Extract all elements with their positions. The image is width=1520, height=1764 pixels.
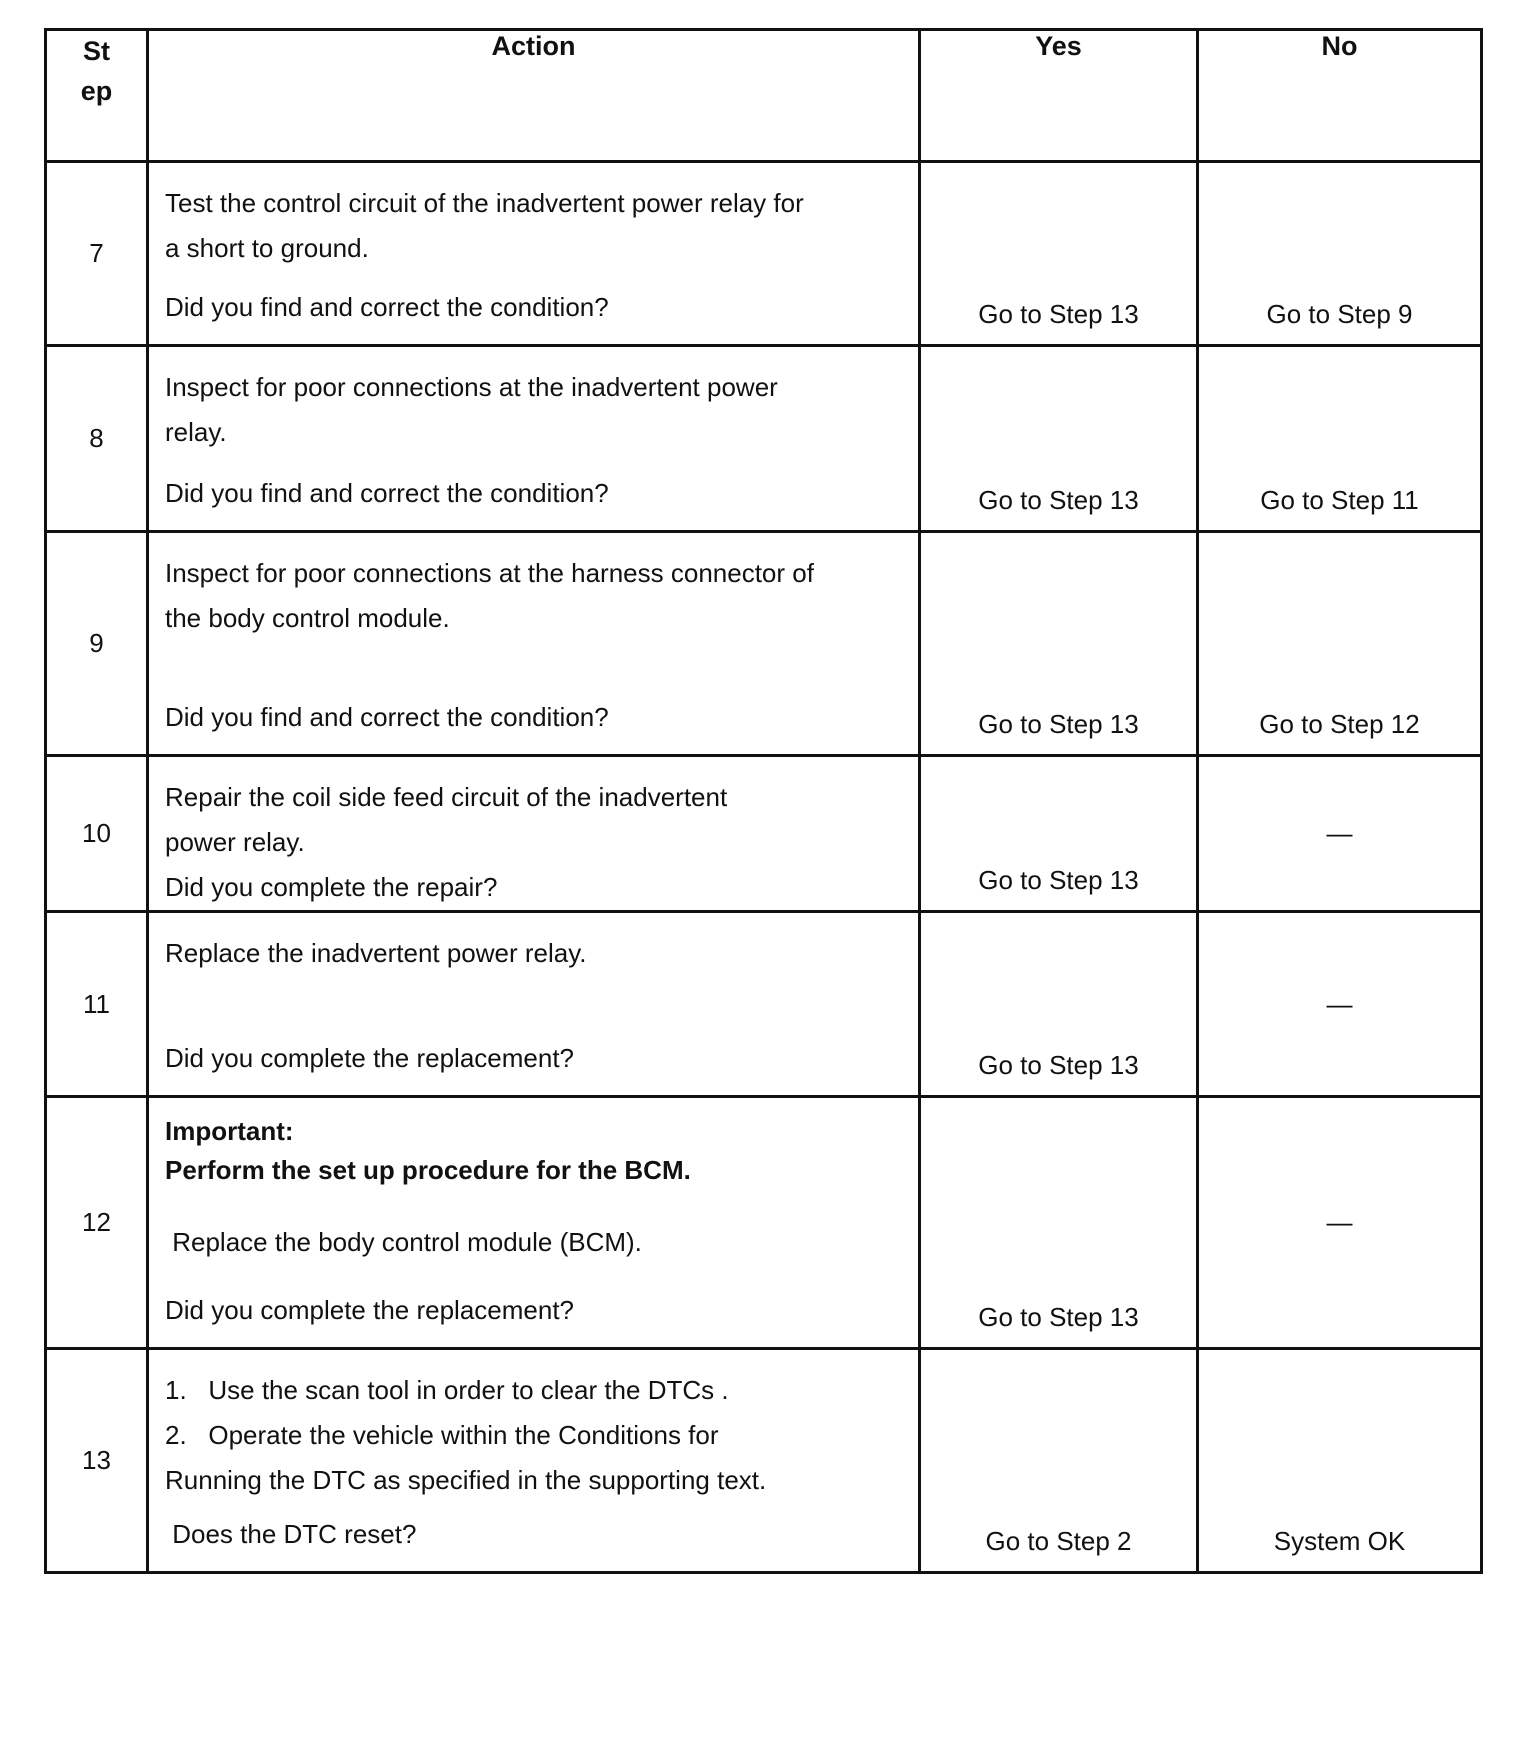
no-value-dash: — (1326, 818, 1353, 848)
yes-value: Go to Step 13 (978, 709, 1139, 739)
action-line: power relay. (165, 827, 305, 857)
header-step-line2: ep (80, 76, 113, 106)
action-cell (148, 346, 920, 532)
header-step-line1: St (83, 36, 110, 66)
yes-cell (920, 346, 1198, 532)
action-line: Replace the body control module (BCM). (165, 1227, 642, 1257)
action-question: Did you complete the repair? (165, 872, 498, 902)
yes-value: Go to Step 13 (978, 1050, 1139, 1080)
action-question: Did you find and correct the condition? (165, 478, 609, 508)
action-question: Does the DTC reset? (165, 1519, 417, 1549)
table-row (46, 346, 1482, 532)
action-line: Inspect for poor connections at the harness connector of (165, 558, 814, 588)
table-row (46, 532, 1482, 756)
action-line: the body control module. (165, 603, 450, 633)
action-line: Running the DTC as specified in the supporting text. (165, 1465, 767, 1495)
action-line: 1. Use the scan tool in order to clear the DTCs . (165, 1375, 729, 1405)
yes-cell (920, 1097, 1198, 1349)
step-number: 7 (46, 162, 148, 346)
no-value: System OK (1273, 1526, 1406, 1556)
yes-value: Go to Step 2 (985, 1526, 1132, 1556)
yes-value: Go to Step 13 (978, 1302, 1139, 1332)
action-line: 2. Operate the vehicle within the Conditions for (165, 1420, 719, 1450)
action-line: Replace the inadvertent power relay. (165, 938, 587, 968)
no-cell (1198, 1349, 1482, 1573)
action-question: Did you complete the replacement? (165, 1295, 575, 1325)
table-row (46, 756, 1482, 912)
action-cell (148, 1349, 920, 1573)
no-value: Go to Step 11 (1260, 485, 1419, 515)
table-row (46, 1349, 1482, 1573)
table-row (46, 1097, 1482, 1349)
action-line: relay. (165, 417, 227, 447)
no-cell (1198, 756, 1482, 912)
yes-cell (920, 1349, 1198, 1573)
no-value-dash: — (1326, 988, 1353, 1019)
diagnostic-steps-table (44, 28, 1483, 1574)
yes-cell (920, 162, 1198, 346)
action-cell (148, 1097, 920, 1349)
table-header-row (46, 30, 1482, 162)
yes-cell (920, 912, 1198, 1097)
yes-value: Go to Step 13 (978, 485, 1139, 515)
important-text: Perform the set up procedure for the BCM. (165, 1155, 691, 1185)
step-number: 9 (46, 532, 148, 756)
no-value-dash: — (1326, 1207, 1353, 1237)
yes-value: Go to Step 13 (978, 299, 1139, 329)
step-number: 11 (46, 912, 148, 1097)
no-cell (1198, 912, 1482, 1097)
no-cell (1198, 346, 1482, 532)
yes-cell (920, 532, 1198, 756)
step-number: 10 (46, 756, 148, 912)
table-row (46, 912, 1482, 1097)
no-cell (1198, 1097, 1482, 1349)
action-line: a short to ground. (165, 233, 369, 263)
action-line: Inspect for poor connections at the inadvertent power (165, 372, 778, 402)
table-row (46, 162, 1482, 346)
no-value: Go to Step 9 (1266, 299, 1413, 329)
action-question: Did you complete the replacement? (165, 1043, 575, 1073)
header-no: No (1198, 30, 1482, 162)
action-line: Test the control circuit of the inadvertent power relay for (165, 188, 804, 218)
important-label: Important: (165, 1116, 294, 1146)
step-number: 13 (46, 1349, 148, 1573)
no-cell (1198, 162, 1482, 346)
action-line: Repair the coil side feed circuit of the inadvertent (165, 782, 728, 812)
no-cell (1198, 532, 1482, 756)
no-value: Go to Step 12 (1259, 709, 1420, 739)
yes-value: Go to Step 13 (978, 865, 1139, 895)
header-step (46, 30, 148, 162)
action-cell (148, 756, 920, 912)
action-question: Did you find and correct the condition? (165, 292, 609, 322)
action-question: Did you find and correct the condition? (165, 702, 609, 732)
yes-cell (920, 756, 1198, 912)
step-number: 8 (46, 346, 148, 532)
header-action: Action (148, 30, 920, 162)
action-cell (148, 912, 920, 1097)
action-cell (148, 162, 920, 346)
step-number: 12 (46, 1097, 148, 1349)
action-cell (148, 532, 920, 756)
header-yes: Yes (920, 30, 1198, 162)
